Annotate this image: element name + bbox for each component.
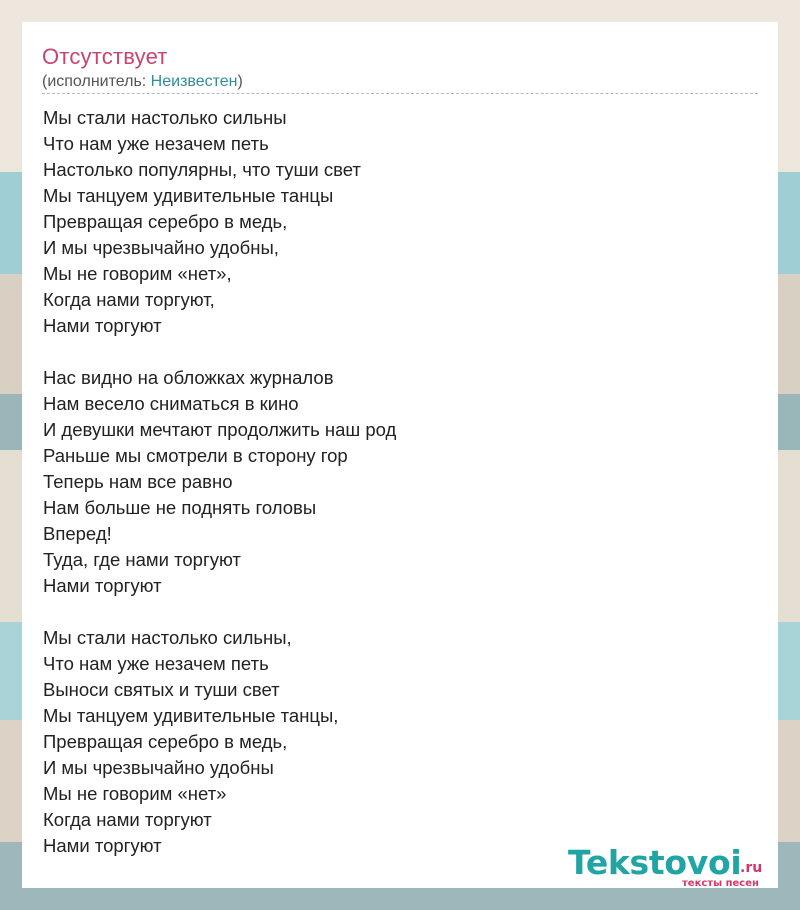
lyric-line: И мы чрезвычайно удобны, [43, 237, 279, 258]
lyric-line: Настолько популярны, что туши свет [43, 159, 361, 180]
title-divider [42, 93, 758, 94]
lyric-line: Мы не говорим «нет» [43, 783, 227, 804]
stanza-3 [43, 625, 743, 859]
lyric-line: Нам весело сниматься в кино [43, 393, 299, 414]
artist-line [42, 73, 243, 91]
lyric-line: Когда нами торгуют [43, 809, 212, 830]
lyric-line: Мы танцуем удивительные танцы, [43, 705, 339, 726]
lyric-line: Мы стали настолько сильны [43, 107, 287, 128]
lyric-line: Нам больше не поднять головы [43, 497, 317, 518]
artist-suffix: ) [237, 73, 243, 90]
lyric-line: Превращая серебро в медь, [43, 211, 288, 232]
artist-link[interactable]: Неизвестен [150, 73, 238, 90]
lyric-line: И мы чрезвычайно удобны [43, 757, 274, 778]
lyric-line: Нами торгуют [43, 575, 162, 596]
lyric-line: Мы танцуем удивительные танцы [43, 185, 334, 206]
lyric-line: Вперед! [43, 523, 112, 544]
lyric-line: И девушки мечтают продолжить наш род [43, 419, 397, 440]
lyric-line: Нас видно на обложках журналов [43, 367, 334, 388]
lyric-line: Когда нами торгуют, [43, 289, 215, 310]
logo-tagline: тексты песен [682, 878, 759, 889]
artist-prefix: (исполнитель: [42, 73, 151, 90]
lyric-line: Превращая серебро в медь, [43, 731, 288, 752]
stanza-2 [43, 365, 743, 599]
stanza-1 [43, 105, 743, 339]
lyric-line: Мы стали настолько сильны, [43, 627, 292, 648]
lyrics-card [22, 22, 778, 888]
lyric-line: Нами торгуют [43, 315, 162, 336]
logo-wordmark: Tekstovoi [568, 843, 742, 882]
lyrics-text [43, 105, 743, 885]
lyric-line: Нами торгуют [43, 835, 162, 856]
lyric-line: Туда, где нами торгуют [43, 549, 241, 570]
lyric-line: Что нам уже незачем петь [43, 133, 269, 154]
logo-domain: .ru [740, 860, 763, 876]
lyric-line: Раньше мы смотрели в сторону гор [43, 445, 348, 466]
lyric-line: Выноси святых и туши свет [43, 679, 280, 700]
lyric-line: Теперь нам все равно [43, 471, 233, 492]
song-title: Отсутствует [42, 44, 168, 69]
lyric-line: Что нам уже незачем петь [43, 653, 269, 674]
site-logo[interactable] [568, 844, 778, 888]
lyric-line: Мы не говорим «нет», [43, 263, 232, 284]
